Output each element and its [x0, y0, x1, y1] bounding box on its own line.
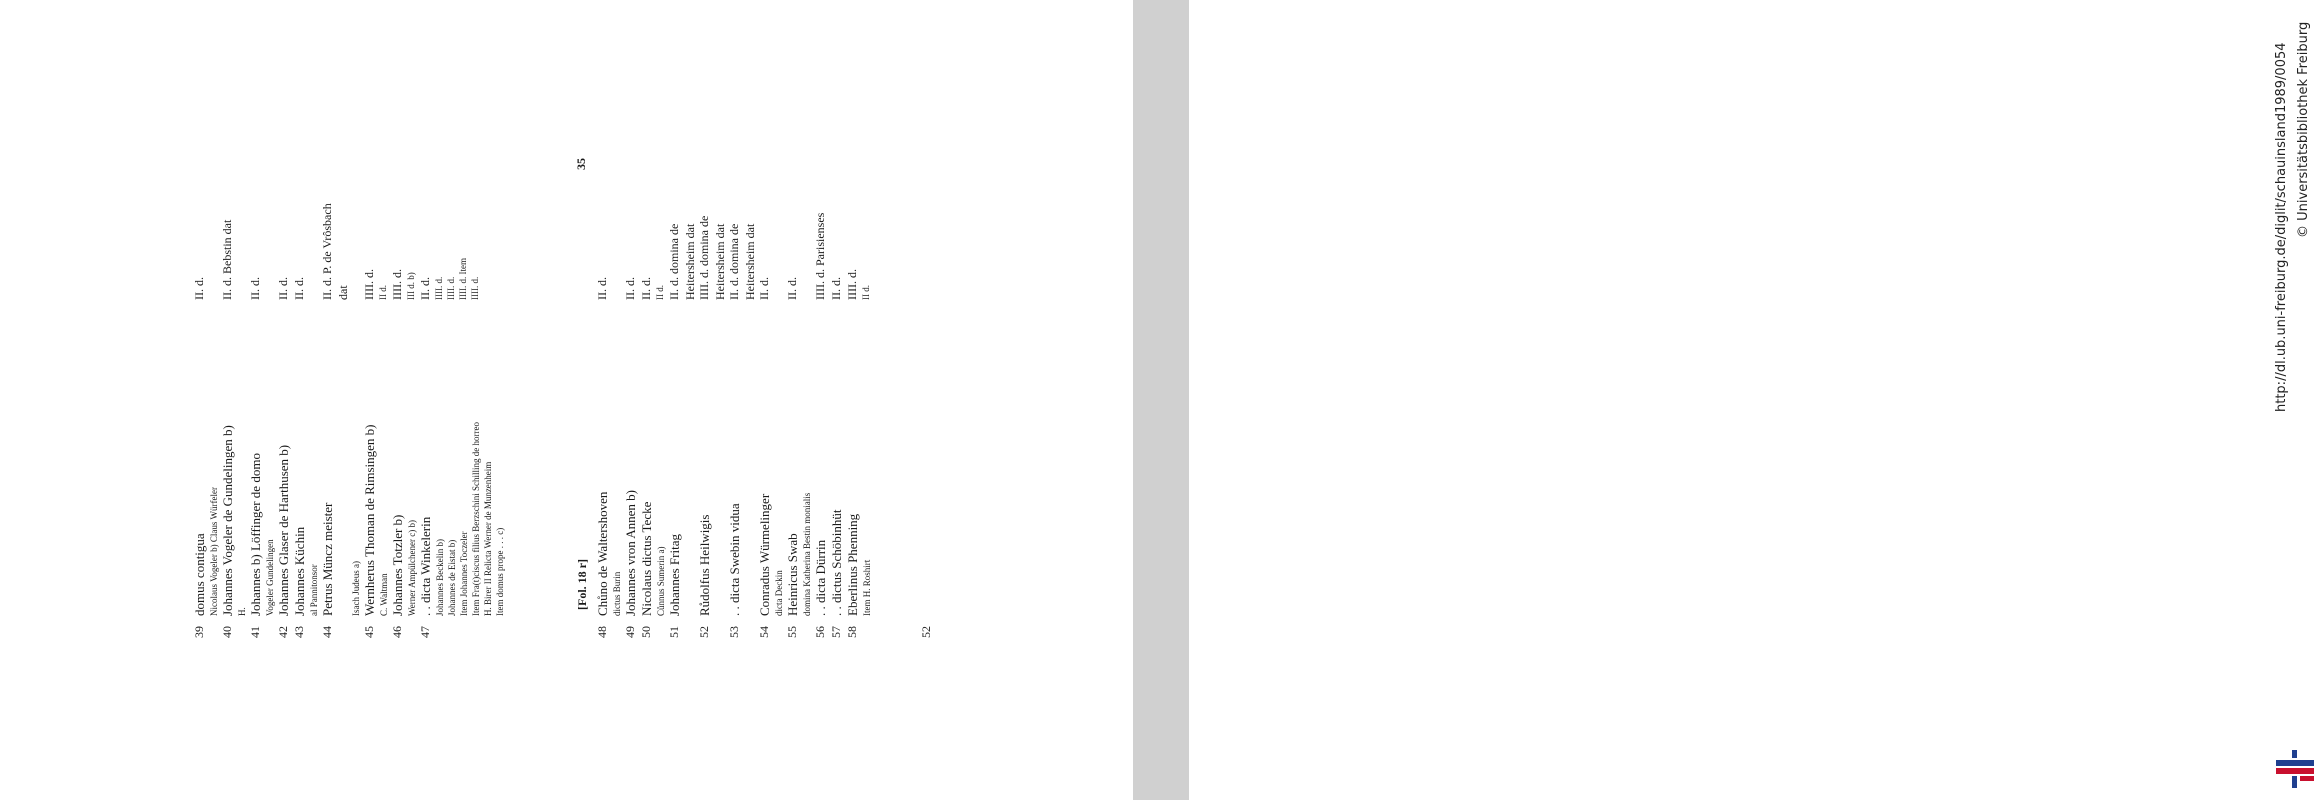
- entry-name: Johannes Totzler b): [390, 514, 405, 616]
- entry-subline: Item Fra(t)ciscus filius Berzschini Schilling de horreo: [471, 422, 481, 616]
- source-url[interactable]: http://dl.ub.uni-freiburg.de/diglit/schauinsland1989/0054: [2274, 42, 2289, 412]
- entry-amount: II. d.: [639, 277, 653, 300]
- entry-subline: dicta Deckin: [774, 570, 784, 616]
- entry-amount: II. d. Bebstin dat: [220, 219, 234, 300]
- entry-number: 55: [785, 626, 799, 638]
- entry-subline: Werner Ampülchener c) b): [407, 520, 417, 616]
- entry-number: 58: [845, 626, 859, 638]
- entry-number: 46: [390, 626, 404, 638]
- entry-name: . . dictus Schöbinhüt: [829, 509, 844, 616]
- entry-subline: dictus Burin: [612, 571, 622, 616]
- entry-amount: II. d.: [595, 277, 609, 300]
- entry-subline: Johannes Beckelin b): [435, 539, 445, 616]
- entry-amount: IIII. d.: [470, 276, 480, 300]
- entry-subline: C. Waltman: [379, 573, 389, 616]
- entry-number: 56: [813, 626, 827, 638]
- entry-name: Johannes Küchin: [292, 526, 307, 616]
- entry-amount: II. d.: [623, 277, 637, 300]
- entry-amount: II. d.: [785, 277, 799, 300]
- page-number: 35: [574, 158, 588, 170]
- entry-amount: IIII. d. Item: [458, 258, 468, 300]
- entry-subline: domina Katherina Bestin monialis: [802, 492, 812, 616]
- entry-amount: dat: [336, 285, 350, 300]
- entry-name: Chůno de Waltershoven: [595, 491, 610, 616]
- entry-number: 42: [276, 626, 290, 638]
- entry-subline: Item H. Roshirt: [862, 559, 872, 616]
- entry-number: 44: [320, 626, 334, 638]
- entry-amount: II. d.: [829, 277, 843, 300]
- entry-number: 45: [362, 626, 376, 638]
- entry-amount: II. d.: [757, 277, 771, 300]
- entry-number: 49: [623, 626, 637, 638]
- entry-name: domus contigua: [192, 533, 207, 616]
- entry-subline: H. Birer II Relicta Werner de Munzenheim: [483, 461, 493, 616]
- entry-amount: Heitersheim dat: [713, 223, 727, 300]
- entry-amount: IIII. d.: [390, 269, 404, 300]
- entry-number: 50: [639, 626, 653, 638]
- entry-subline: Item Johannes Toczeler: [459, 531, 469, 616]
- entry-subline: Vogeler Gundelingen: [265, 539, 275, 616]
- entry-subline: Nicolaus Vogeler b) Claus Würfeler: [209, 487, 219, 616]
- viewer-sidebar: [1133, 0, 2311, 800]
- entry-subline: Item domus prope . . . c): [495, 527, 505, 616]
- folio-heading: [Fol. 18 r]: [575, 559, 589, 610]
- footer-page-number: 52: [919, 626, 933, 638]
- entry-number: 40: [220, 626, 234, 638]
- entry-amount: II. d.: [192, 277, 206, 300]
- entry-amount: IIII. d.: [446, 276, 456, 300]
- entry-amount: II. d. domina de: [667, 223, 681, 300]
- entry-amount: II d.: [378, 285, 388, 300]
- entry-amount: Heitersheim dat: [683, 223, 697, 300]
- entry-name: . . dicta Winkelerin: [418, 516, 433, 616]
- entry-subline: Isach Judeus a): [351, 561, 361, 616]
- entry-name: Růdolfus Heilwigis: [697, 514, 712, 616]
- entry-amount: IIII. d.: [434, 276, 444, 300]
- library-logo-icon: [2274, 748, 2316, 790]
- entry-amount: IIII. d. Parisienses: [813, 212, 827, 300]
- copyright-text: © Universitätsbibliothek Freiburg: [2296, 21, 2311, 238]
- entry-amount: IIII. d.: [845, 269, 859, 300]
- entry-subline: al Pannitonsor: [309, 564, 319, 616]
- entry-name: Conradus Würmelinger: [757, 493, 772, 616]
- entry-name: Petrus Müncz meister: [320, 502, 335, 616]
- entry-name: Heinricus Swab: [785, 533, 800, 616]
- entry-amount: III d. b): [406, 272, 416, 300]
- entry-amount: II. d. domina de: [727, 223, 741, 300]
- entry-amount: II d.: [861, 285, 871, 300]
- entry-amount: II. d.: [276, 277, 290, 300]
- entry-name: . . dicta Swebin vidua: [727, 503, 742, 616]
- entry-name: Johannes vron Annen b): [623, 489, 638, 616]
- entry-subline: Cůnnus Sumerin a): [656, 546, 666, 616]
- entry-name: Wernherus Thoman de Rimsingen b): [362, 424, 377, 616]
- entry-number: 57: [829, 626, 843, 638]
- entry-number: 43: [292, 626, 306, 638]
- entry-amount: II. d.: [418, 277, 432, 300]
- entry-subline: H.: [237, 607, 247, 616]
- entry-name: Johannes Glaser de Harthusen b): [276, 444, 291, 616]
- entry-number: 39: [192, 626, 206, 638]
- entry-number: 41: [248, 626, 262, 638]
- entry-amount: IIII. d.: [362, 269, 376, 300]
- entry-name: Johannes Vogeler de Gundelingen b): [220, 425, 235, 616]
- entry-number: 54: [757, 626, 771, 638]
- entry-number: 53: [727, 626, 741, 638]
- entry-amount: II. d.: [248, 277, 262, 300]
- entry-name: . . dicta Dürrin: [813, 539, 828, 616]
- entry-name: Eberlinus Phenning: [845, 513, 860, 616]
- entry-name: Nicolaus dictus Tecke: [639, 501, 654, 616]
- entry-amount: IIII. d. domina de: [697, 215, 711, 300]
- entry-name: Johannes Fritag: [667, 534, 682, 616]
- entry-number: 47: [418, 626, 432, 638]
- entry-amount: II. d.: [292, 277, 306, 300]
- entry-amount: II. d. P. de Vrôsbach: [320, 203, 334, 300]
- entry-subline: Johannes de Eistat b): [447, 539, 457, 616]
- entry-number: 51: [667, 626, 681, 638]
- entry-name: Johannes b) Löffinger de domo: [248, 453, 263, 616]
- entry-number: 52: [697, 626, 711, 638]
- entry-amount: II d.: [655, 285, 665, 300]
- entry-number: 48: [595, 626, 609, 638]
- document-page: [0, 0, 1133, 800]
- entry-amount: Heitersheim dat: [743, 223, 757, 300]
